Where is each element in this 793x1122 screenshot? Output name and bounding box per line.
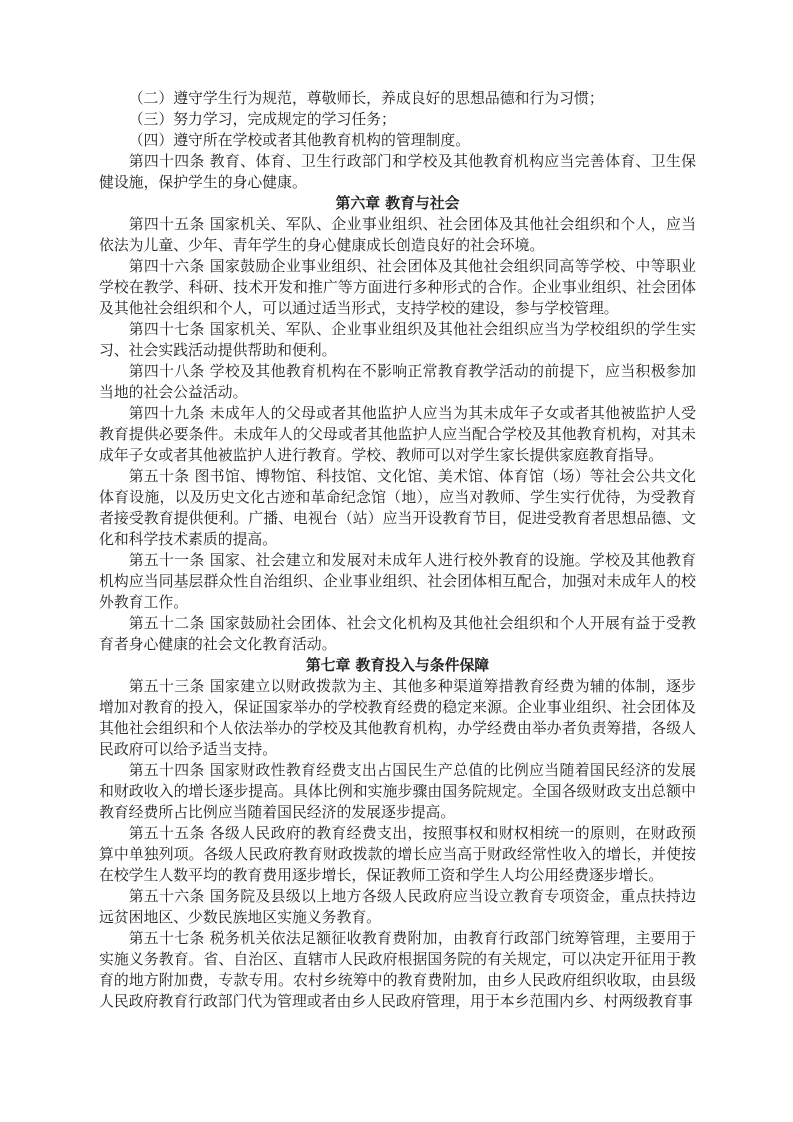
article-paragraph: 第五十条 图书馆、博物馆、科技馆、文化馆、美术馆、体育馆（场）等社会公共文化体育设施，以及历史文化古迹和革命纪念馆（地），应当对教师、学生实行优待，为受教育者接受教育提供便利。广播、电视台（站）应当开设教育节目，促进受教育者思想品德、文化和科学技术素质的提高。 [99, 467, 696, 548]
list-item: （二）遵守学生行为规范，尊敬师长，养成良好的思想品德和行为习惯； [128, 89, 604, 107]
article-paragraph: 第五十四条 国家财政性教育经费支出占国民生产总值的比例应当随着国民经济的发展和财政收入的增长逐步提高。具体比例和实施步骤由国务院规定。全国各级财政支出总额中教育经费所占比例应当随着国民经济的发展逐步提高。 [99, 761, 696, 821]
chapter-heading: 第六章 教育与社会 [335, 194, 460, 212]
article-paragraph: 第四十八条 学校及其他教育机构在不影响正常教育教学活动的前提下，应当积极参加当地的社会公益活动。 [99, 362, 696, 401]
chapter-heading: 第七章 教育投入与条件保障 [305, 656, 490, 674]
article-paragraph: 第四十五条 国家机关、军队、企业事业组织、社会团体及其他社会组织和个人，应当依法为儿童、少年、青年学生的身心健康成长创造良好的社会环境。 [99, 215, 696, 254]
article-paragraph: 第四十六条 国家鼓励企业事业组织、社会团体及其他社会组织同高等学校、中等职业学校在教学、科研、技术开发和推广等方面进行多种形式的合作。企业事业组织、社会团体及其他社会组织和个人，可以通过适当形式，支持学校的建设，参与学校管理。 [99, 257, 696, 317]
article-paragraph: 第五十一条 国家、社会建立和发展对未成年人进行校外教育的设施。学校及其他教育机构应当同基层群众性自治组织、企业事业组织、社会团体相互配合，加强对未成年人的校外教育工作。 [99, 551, 696, 611]
article-paragraph: 第五十二条 国家鼓励社会团体、社会文化机构及其他社会组织和个人开展有益于受教育者身心健康的社会文化教育活动。 [99, 614, 696, 653]
article-paragraph: 第五十七条 税务机关依法足额征收教育费附加，由教育行政部门统筹管理，主要用于实施义务教育。省、自治区、直辖市人民政府根据国务院的有关规定，可以决定开征用于教育的地方附加费，专款专用。农村乡统筹中的教育费附加，由乡人民政府组织收取，由县级人民政府教育行政部门代为管理或者由乡人民政府管理，用于本乡范围内乡、村两级教育事 [99, 929, 696, 1010]
article-paragraph: 第四十七条 国家机关、军队、企业事业组织及其他社会组织应当为学校组织的学生实习、社会实践活动提供帮助和便利。 [99, 320, 696, 359]
document-body [99, 88, 696, 1012]
article-paragraph: 第四十四条 教育、体育、卫生行政部门和学校及其他教育机构应当完善体育、卫生保健设施，保护学生的身心健康。 [99, 152, 696, 191]
list-item: （四）遵守所在学校或者其他教育机构的管理制度。 [128, 131, 471, 149]
article-paragraph: 第五十六条 国务院及县级以上地方各级人民政府应当设立教育专项资金，重点扶持边远贫困地区、少数民族地区实施义务教育。 [99, 887, 696, 926]
list-item: （三）努力学习，完成规定的学习任务； [128, 110, 396, 128]
article-paragraph: 第五十三条 国家建立以财政拨款为主、其他多种渠道筹措教育经费为辅的体制，逐步增加对教育的投入，保证国家举办的学校教育经费的稳定来源。企业事业组织、社会团体及其他社会组织和个人依法举办的学校及其他教育机构，办学经费由举办者负责筹措，各级人民政府可以给予适当支持。 [99, 677, 696, 758]
article-paragraph: 第四十九条 未成年人的父母或者其他监护人应当为其未成年子女或者其他被监护人受教育提供必要条件。未成年人的父母或者其他监护人应当配合学校及其他教育机构，对其未成年子女或者其他被监护人进行教育。学校、教师可以对学生家长提供家庭教育指导。 [99, 404, 696, 464]
article-paragraph: 第五十五条 各级人民政府的教育经费支出，按照事权和财权相统一的原则，在财政预算中单独列项。各级人民政府教育财政拨款的增长应当高于财政经常性收入的增长，并使按在校学生人数平均的教育费用逐步增长，保证教师工资和学生人均公用经费逐步增长。 [99, 824, 696, 884]
